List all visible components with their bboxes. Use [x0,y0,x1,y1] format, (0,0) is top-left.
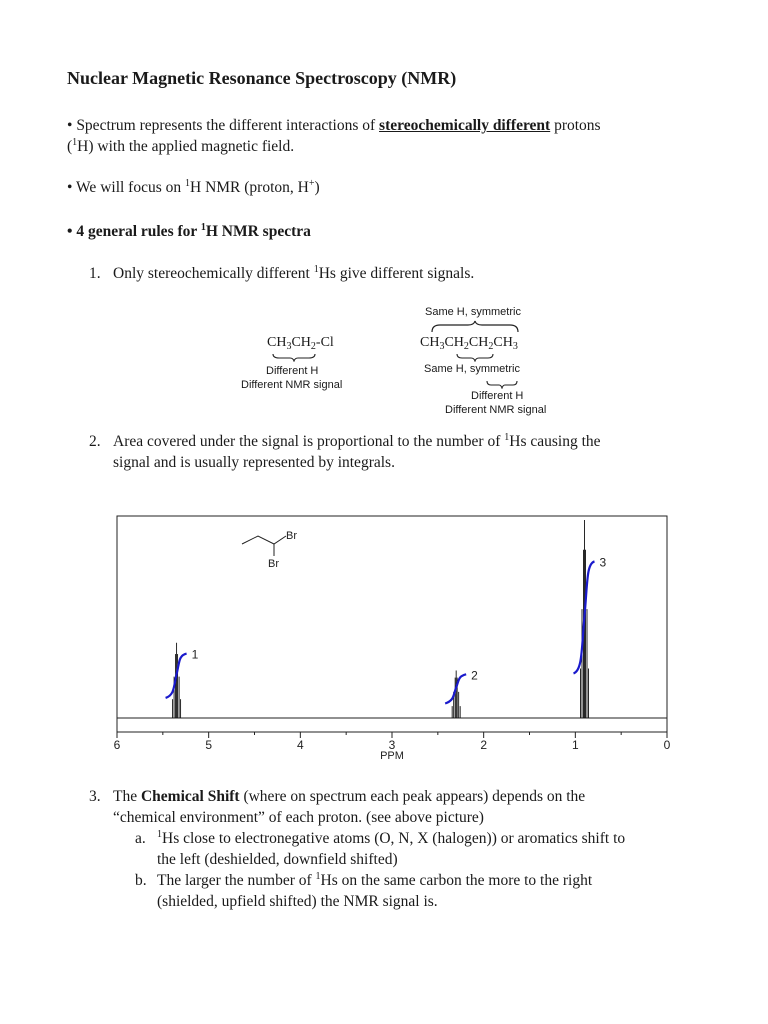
tick-label: 5 [205,738,213,752]
superscript: 1 [504,432,510,443]
rule-1 [89,263,474,284]
list-number: 3. [89,788,101,805]
bullet: • [67,117,73,134]
right-brace [485,379,519,389]
text: Area covered under the signal is proportional to the number of [113,433,501,450]
superscript: 1 [200,222,206,233]
middle-brace [455,352,495,362]
br-label-top: Br [286,530,297,542]
emphasis: Chemical Shift [140,788,240,805]
text: CH [291,335,311,350]
left-brace [271,352,317,362]
superscript: 1 [157,829,162,840]
integral-curve [445,674,466,703]
paragraph-rules-heading [67,221,311,242]
bullet: • [67,179,73,196]
subscript: 2 [310,341,316,352]
right-formula [420,335,518,351]
right-label-1: Different H [471,390,524,402]
text: signal and is usually represented by integrals. [113,454,395,471]
superscript: 1 [315,871,321,882]
superscript: 1 [72,137,78,148]
superscript: 1 [185,178,191,189]
text: CH [493,335,513,350]
text: “chemical environment” of each proton. (see above picture) [113,809,484,826]
text: CH [468,335,489,350]
text: Hs close to electronegative atoms (O, N, X (halogen)) or aromatics shift to [162,830,626,847]
ticks-layer [114,732,671,752]
text: Hs causing the [509,433,601,450]
right-top-label: Same H, symmetric [425,306,521,318]
tick-label: 6 [113,738,121,752]
text: We will focus on [76,179,182,196]
text: ( [67,138,73,155]
paragraph-spectrum [67,115,601,157]
rule-3a [135,828,625,870]
molecule-structure [242,530,297,570]
rule-3b [135,870,592,912]
text: The [113,788,138,805]
integral-curve [574,562,595,674]
rule-2 [89,431,601,473]
text: 4 general rules for [76,223,197,240]
peaks-layer [166,520,607,718]
superscript: 1 [313,264,319,275]
page-title: Nuclear Magnetic Resonance Spectroscopy (NMR) [67,68,457,88]
emphasis: stereochemically different [379,117,551,134]
left-label-1: Different H [266,365,319,377]
left-formula [267,335,334,351]
tick-label: 4 [296,738,304,752]
integral-label: 1 [191,647,199,662]
text: ) [314,179,320,196]
text: CH [420,335,440,350]
subscript: 2 [488,341,494,352]
text: Hs give different signals. [318,265,475,282]
text: Spectrum represents the different interactions of [76,117,376,134]
rule-3 [89,786,585,828]
superscript: + [308,178,315,189]
text: H NMR spectra [205,223,311,240]
text: the left (deshielded, downfield shifted) [157,851,398,868]
text: CH [444,335,464,350]
list-letter: b. [135,872,147,889]
text: The larger the number of [157,872,312,889]
subscript: 3 [286,341,292,352]
bullet: • [67,223,73,240]
nmr-spectrum [100,508,690,770]
peak [166,643,199,718]
br-label-bottom: Br [268,558,279,570]
text: protons [554,117,601,134]
text: H) with the applied magnetic field. [77,138,295,155]
integral-curve [166,654,187,698]
text: Only stereochemically different [113,265,310,282]
paragraph-focus [67,177,320,198]
subscript: 2 [463,341,469,352]
text: -Cl [315,335,334,350]
integral-label: 3 [599,555,607,570]
list-number: 2. [89,433,101,450]
x-axis-label: PPM [380,750,404,762]
subscript: 3 [439,341,445,352]
list-letter: a. [135,830,146,847]
text: Hs on the same carbon the more to the right [320,872,593,889]
text: (shielded, upfield shifted) the NMR signal is. [157,893,438,910]
subscript: 3 [512,341,518,352]
right-label-2: Different NMR signal [445,404,547,416]
peak [574,520,607,718]
left-label-2: Different NMR signal [241,379,343,391]
right-mid-label: Same H, symmetric [424,363,520,375]
peak [445,668,478,718]
text: CH [267,335,287,350]
text: H NMR (proton, H [190,179,309,196]
list-number: 1. [89,265,101,282]
tick-label: 1 [571,738,579,752]
tick-label: 2 [480,738,488,752]
tick-label: 3 [388,738,396,752]
top-brace [430,320,520,334]
text: (where on spectrum each peak appears) depends on the [243,788,586,805]
integral-label: 2 [471,668,478,683]
tick-label: 0 [663,738,671,752]
